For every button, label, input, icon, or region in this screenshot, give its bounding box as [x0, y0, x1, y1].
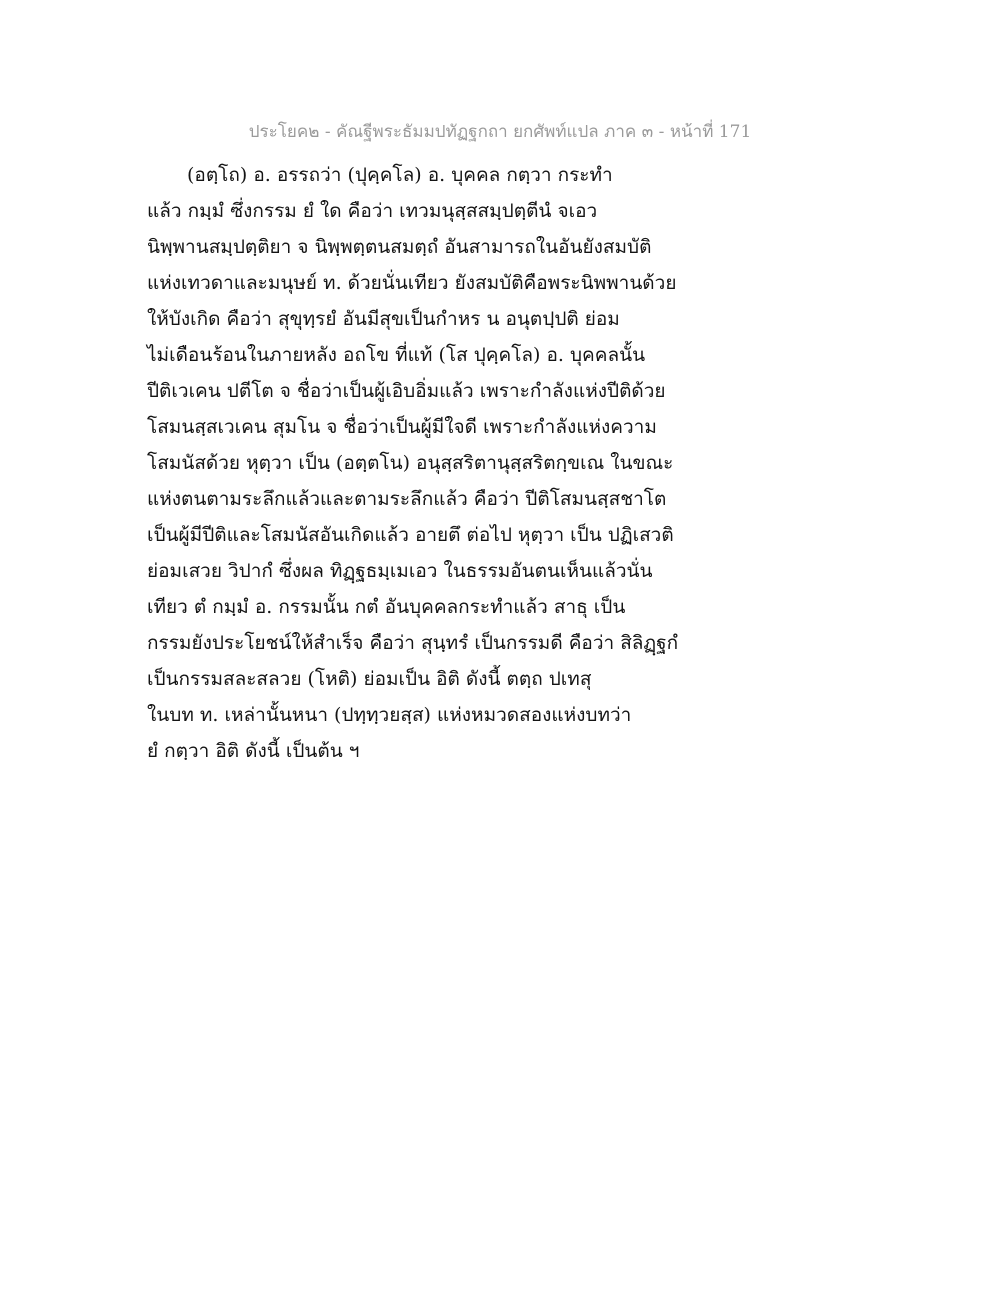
text-line-16: ในบท ท. เหล่านั้นหนา (ปทฺทฺวยสฺส) แห่งหมวดสองแห่งบทว่า: [147, 704, 632, 726]
text-line-1: (อตฺโถ) อ. อรรถว่า (ปุคฺคโล) อ. บุคคล กตฺวา กระทำ: [187, 164, 613, 186]
text-line-8: โสมนสฺสเวเคน สุมโน จ ชื่อว่าเป็นผู้มีใจดี เพราะกำลังแห่งความ: [147, 416, 657, 438]
text-line-14: กรรมยังประโยชน์ให้สำเร็จ คือว่า สุนฺทรํ เป็นกรรมดี คือว่า สิลิฏฺฐกํ: [147, 632, 679, 654]
text-line-2: แล้ว กมฺมํ ซึ่งกรรม ยํ ใด คือว่า เทวมนุสฺสสมฺปตฺตีนํ จเอว: [147, 200, 598, 222]
text-line-11: เป็นผู้มีปีติและโสมนัสอันเกิดแล้ว อายตึ ต่อไป หุตฺวา เป็น ปฏิเสวติ: [147, 524, 674, 546]
text-line-9: โสมนัสด้วย หุตฺวา เป็น (อตฺตโน) อนุสฺสริตานุสฺสริตกฺขเณ ในขณะ: [147, 452, 674, 474]
text-line-6: ไม่เดือนร้อนในภายหลัง อถโข ที่แท้ (โส ปุคฺคโล) อ. บุคคลนั้น: [147, 344, 646, 366]
text-line-4: แห่งเทวดาและมนุษย์ ท. ด้วยนั่นเทียว ยังสมบัติคือพระนิพพานด้วย: [147, 272, 677, 294]
text-line-7: ปีติเวเคน ปตีโต จ ชื่อว่าเป็นผู้เอิบอิ่มแล้ว เพราะกำลังแห่งปีติด้วย: [147, 380, 666, 402]
text-line-5: ให้บังเกิด คือว่า สุขุทฺรยํ อันมีสุขเป็นกำหร น อนุตปฺปติ ย่อม: [147, 308, 620, 330]
text-line-15: เป็นกรรมสละสลวย (โหติ) ย่อมเป็น อิติ ดังนี้ ตตฺถ ปเทสุ: [147, 668, 592, 690]
text-line-12: ย่อมเสวย วิปากํ ซึ่งผล ทิฏฺฐธมฺเมเอว ในธรรมอันตนเห็นแล้วนั่น: [147, 560, 653, 582]
text-line-13: เทียว ตํ กมฺมํ อ. กรรมนั้น กตํ อันบุคคลกระทำแล้ว สาธุ เป็น: [147, 596, 626, 618]
text-line-3: นิพฺพานสมฺปตฺติยา จ นิพฺพตฺตนสมตฺถํ อันสามารถในอันยังสมบัติ: [147, 236, 652, 258]
running-header: ประโยค๒ - คัณฐีพระธัมมปทัฏฐกถา ยกศัพท์แปล ภาค ๓ - หน้าที่ 171: [248, 122, 752, 142]
text-line-17: ยํ กตฺวา อิติ ดังนี้ เป็นต้น ฯ: [147, 740, 360, 762]
text-line-10: แห่งตนตามระลึกแล้วและตามระลึกแล้ว คือว่า ปีติโสมนสฺสชาโต: [147, 488, 667, 510]
